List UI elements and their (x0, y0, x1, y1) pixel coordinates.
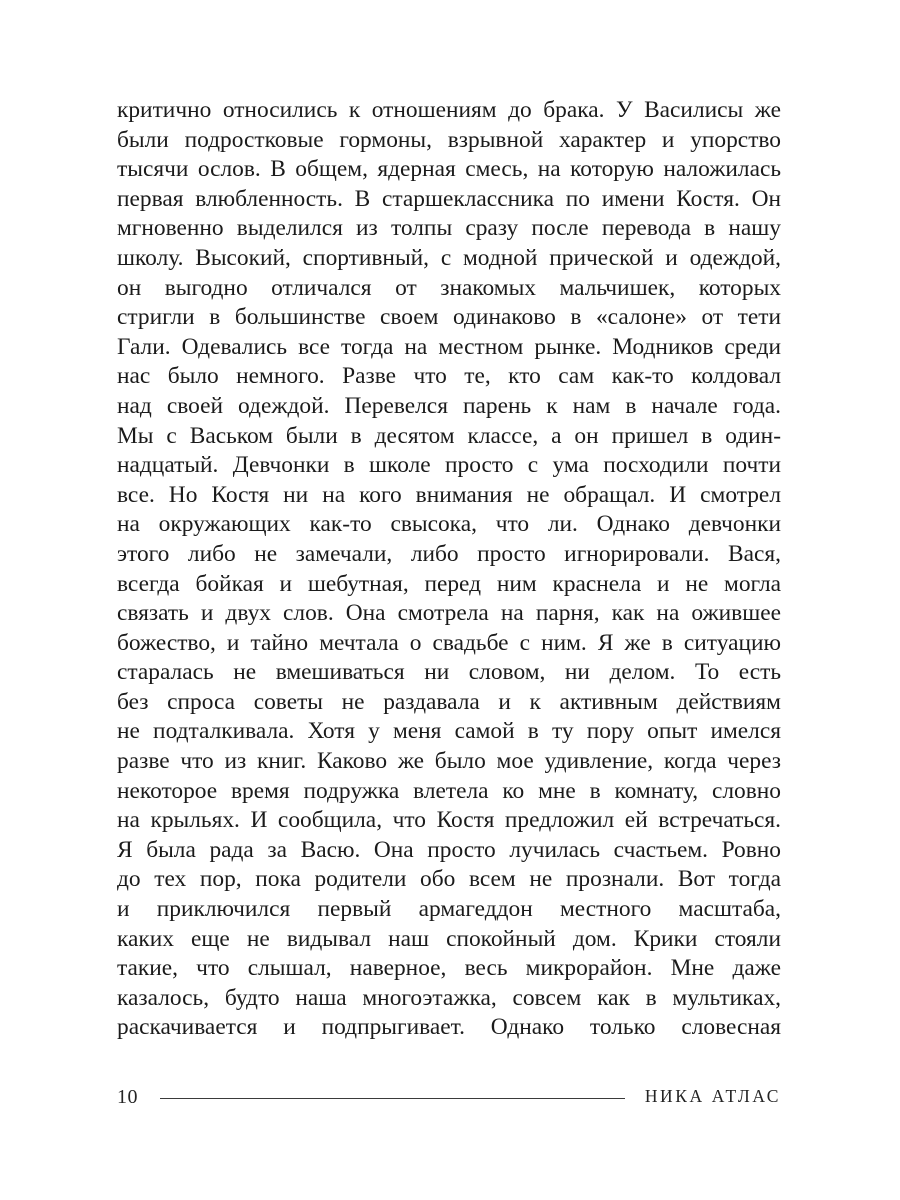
body-line-text: критично относились к отношениям до брака. У Василисы же (117, 97, 781, 123)
body-line (117, 481, 781, 511)
body-line-text: на крыльях. И сообщила, что Костя предложил ей встречаться. (117, 807, 781, 834)
body-line-text: надцатый. Девчонки в школе просто с ума посходили почти (117, 452, 781, 479)
body-line (117, 274, 781, 304)
body-line (117, 214, 781, 244)
body-line (117, 96, 781, 126)
body-line-text: школу. Высокий, спортивный, с модной прической и одеждой, (117, 244, 781, 271)
body-line (117, 185, 781, 215)
body-line-text: над своей одеждой. Перевелся парень к нам в начале года. (117, 392, 781, 419)
body-line (117, 362, 781, 392)
page-footer (117, 1080, 781, 1114)
body-line-text: мгновенно выделился из толпы сразу после перевода в нашу (117, 215, 781, 242)
body-line-text: разве что из книг. Каково же было мое удивление, когда через (117, 748, 781, 775)
body-line-text: на окружающих как-то свысока, что ли. Однако девчонки (117, 511, 781, 538)
body-line-text: стригли в большинстве своем одинаково в «салоне» от тети (117, 304, 781, 331)
body-line (117, 244, 781, 274)
body-line (117, 540, 781, 570)
body-line (117, 984, 781, 1014)
body-line (117, 570, 781, 600)
body-line (117, 658, 781, 688)
body-line (117, 777, 781, 807)
body-line-text: тысячи ослов. В общем, ядерная смесь, на которую наложилась (117, 156, 781, 183)
body-line (117, 925, 781, 955)
body-line (117, 333, 781, 363)
body-line (117, 422, 781, 452)
body-line-text: были подростковые гормоны, взрывной характер и упорство (117, 126, 781, 153)
body-line-text: не подталкивала. Хотя у меня самой в ту пору опыт имелся (117, 718, 781, 745)
body-line-text: первая влюбленность. В старшеклассника по имени Костя. Он (117, 185, 781, 212)
body-line (117, 392, 781, 422)
body-text-block (117, 96, 781, 1043)
body-line (117, 717, 781, 747)
body-line (117, 1013, 781, 1043)
body-line (117, 836, 781, 866)
body-line (117, 806, 781, 836)
body-line-text: все. Но Костя ни на кого внимания не обращал. И смотрел (117, 481, 781, 508)
body-line (117, 895, 781, 925)
body-line (117, 155, 781, 185)
body-line-text: до тех пор, пока родители обо всем не прознали. Вот тогда (117, 866, 781, 893)
body-line-text: он выгодно отличался от знакомых мальчишек, которых (117, 274, 781, 301)
body-line-text: раскачивается и подпрыгивает. Однако только словесная (117, 1014, 781, 1041)
body-line-text: каких еще не видывал наш спокойный дом. Крики стояли (117, 925, 781, 952)
body-line-text: Мы с Васьком были в десятом классе, а он пришел в один- (117, 422, 781, 449)
body-line (117, 599, 781, 629)
body-line-text: такие, что слышал, наверное, весь микрорайон. Мне даже (117, 955, 781, 982)
body-line-text: связать и двух слов. Она смотрела на парня, как на ожившее (117, 600, 781, 627)
body-line (117, 747, 781, 777)
body-line (117, 865, 781, 895)
body-line (117, 126, 781, 156)
body-line-text: этого либо не замечали, либо просто игнорировали. Вася, (117, 540, 781, 567)
body-line (117, 303, 781, 333)
body-line-text: Я была рада за Васю. Она просто лучилась счастьем. Ровно (117, 836, 781, 863)
body-line-text: старалась не вмешиваться ни словом, ни делом. То есть (117, 659, 781, 686)
page-number: 10 (117, 1086, 138, 1108)
body-line-text: всегда бойкая и шебутная, перед ним краснела и не могла (117, 570, 781, 597)
body-line (117, 510, 781, 540)
body-line (117, 451, 781, 481)
body-line (117, 629, 781, 659)
body-line-text: без спроса советы не раздавала и к активным действиям (117, 688, 781, 715)
body-line (117, 954, 781, 984)
body-line-text: божество, и тайно мечтала о свадьбе с ним. Я же в ситуацию (117, 629, 781, 656)
body-line-text: некоторое время подружка влетела ко мне в комнату, словно (117, 777, 781, 804)
running-head-author: НИКА АТЛАС (644, 1086, 781, 1107)
body-line-text: и приключился первый армагеддон местного масштаба, (117, 896, 781, 923)
body-line-text: нас было немного. Разве что те, кто сам как-то колдовал (117, 363, 781, 390)
body-line-text: Гали. Одевались все тогда на местном рынке. Модников среди (117, 333, 781, 360)
footer-divider (160, 1098, 625, 1099)
body-line-text: казалось, будто наша многоэтажка, совсем как в мультиках, (117, 984, 781, 1011)
body-line (117, 688, 781, 718)
